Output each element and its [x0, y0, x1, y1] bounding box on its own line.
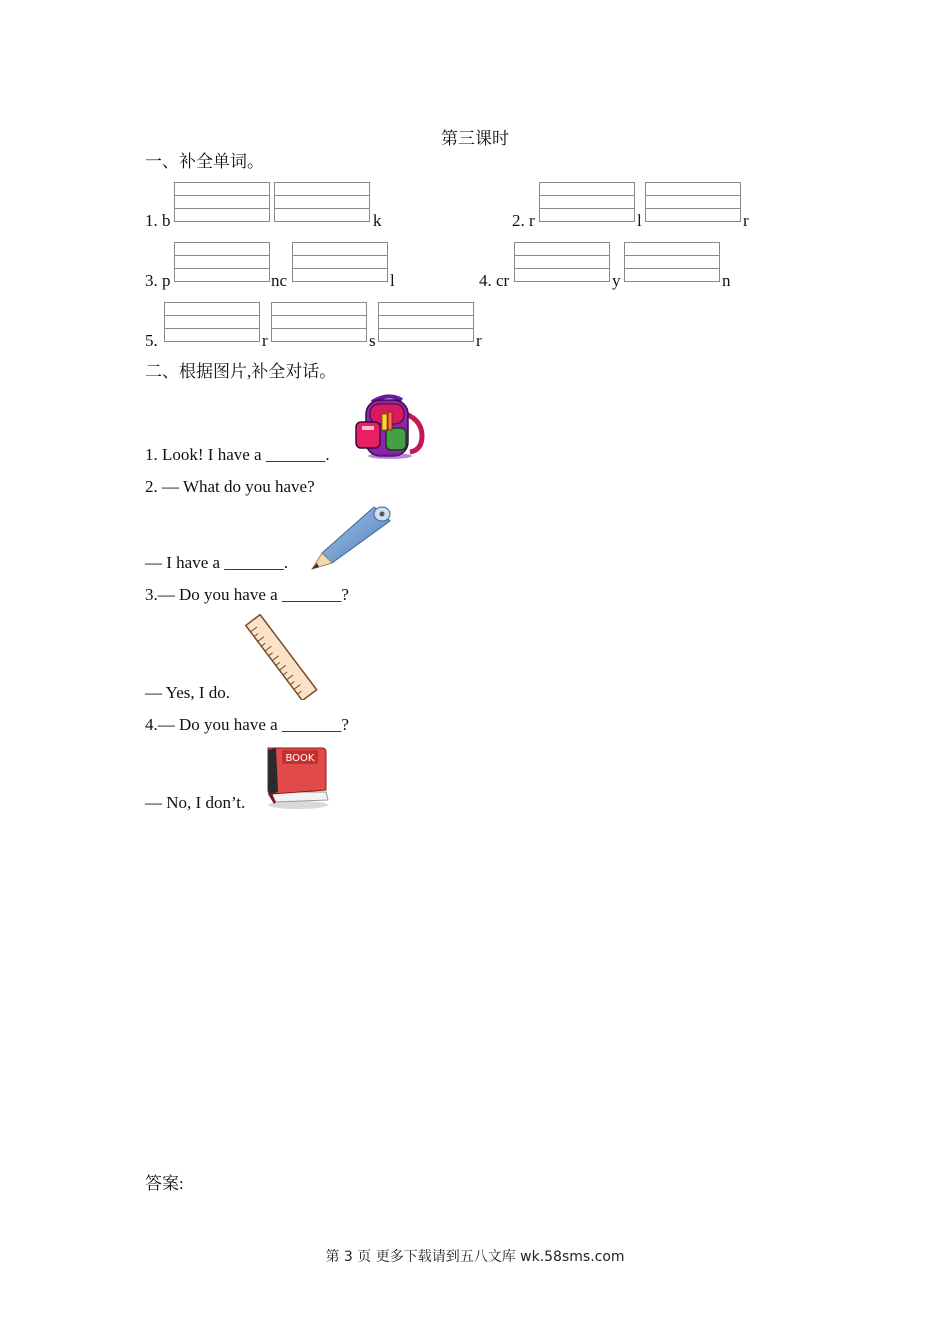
page-footer: 第 3 页 更多下载请到五八文库 wk.58sms.com: [325, 1249, 625, 1265]
item2-number: 2. r: [512, 211, 535, 230]
section1-heading: 一、补全单词。: [145, 152, 264, 171]
item5-part: s: [369, 331, 376, 350]
page-title: 第三课时: [441, 129, 509, 148]
letter-box[interactable]: [645, 182, 741, 222]
dialog-line: — Yes, I do.: [145, 683, 231, 702]
item4-part: n: [722, 271, 731, 290]
pencil-icon: [308, 505, 394, 571]
letter-box[interactable]: [624, 242, 720, 282]
dialog-line: 1. Look! I have a _______.: [145, 445, 330, 464]
letter-box[interactable]: [378, 302, 474, 342]
letter-box[interactable]: [271, 302, 367, 342]
item1-part: k: [373, 211, 382, 230]
item5-number: 5.: [145, 331, 158, 350]
item3-part: l: [390, 271, 395, 290]
item5-part: r: [262, 331, 268, 350]
book-label: BOOK: [285, 753, 315, 764]
book-icon: [262, 744, 332, 810]
item4-number: 4. cr: [479, 271, 510, 290]
letter-box[interactable]: [539, 182, 635, 222]
item2-part: r: [743, 211, 749, 230]
item2-part: l: [637, 211, 642, 230]
letter-box[interactable]: [274, 182, 370, 222]
item3-number: 3. p: [145, 271, 171, 290]
answer-label: 答案:: [145, 1174, 184, 1193]
dialog-line: — I have a _______.: [145, 553, 289, 572]
dialog-line: 4.— Do you have a _______?: [145, 715, 349, 734]
section2-heading: 二、根据图片,补全对话。: [145, 362, 337, 381]
item1-number: 1. b: [145, 211, 171, 230]
ruler-icon: [244, 614, 320, 700]
item3-part: nc: [271, 271, 288, 290]
letter-box[interactable]: [514, 242, 610, 282]
dialog-line: 3.— Do you have a _______?: [145, 585, 349, 604]
letter-box[interactable]: [164, 302, 260, 342]
item5-part: r: [476, 331, 482, 350]
letter-box[interactable]: [174, 182, 270, 222]
letter-box[interactable]: [174, 242, 270, 282]
item4-part: y: [612, 271, 621, 290]
backpack-icon: [352, 392, 426, 462]
dialog-line: — No, I don’t.: [145, 793, 246, 812]
letter-box[interactable]: [292, 242, 388, 282]
dialog-line: 2. — What do you have?: [145, 477, 315, 496]
